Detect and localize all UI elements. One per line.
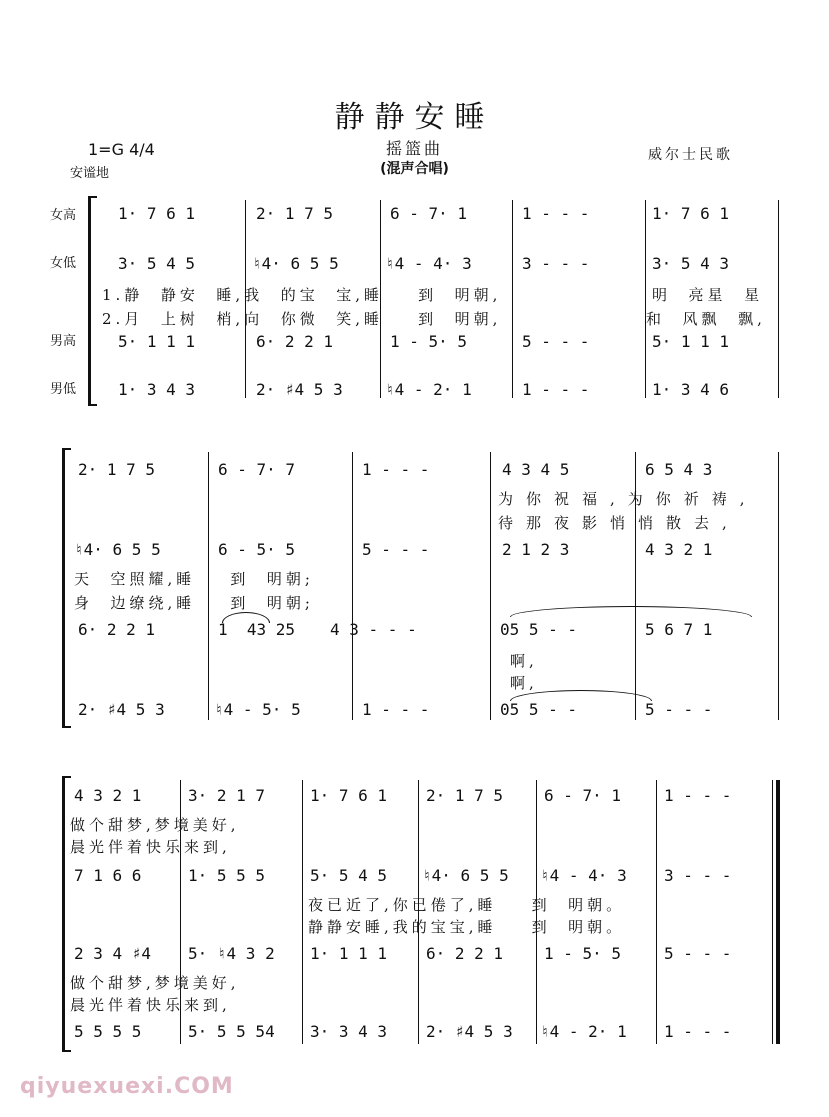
measure: 6 - 7· 1 [390, 204, 468, 223]
measure: 2· ♯4 5 3 [78, 700, 165, 719]
measure: 2 3 4 ♯4 [74, 944, 152, 963]
measure: 1· 3 4 3 [118, 380, 196, 399]
measure: 6· 2 2 1 [78, 620, 156, 639]
measure: 3· 5 4 5 [118, 254, 196, 273]
barline [302, 780, 303, 1044]
measure: 3· 5 4 3 [652, 254, 730, 273]
measure: ♮4· 6 5 5 [74, 540, 161, 559]
measure: 6· 2 2 1 [426, 944, 504, 963]
barline [352, 452, 353, 720]
voice-label-tenor: 男高 [50, 334, 77, 349]
watermark: qiyuexuexi.COM [20, 1074, 234, 1099]
measure: 1· 7 6 1 [652, 204, 730, 223]
measure: 3· 2 1 7 [188, 786, 266, 805]
barline [656, 780, 657, 1044]
measure: ♮4· 6 5 5 [422, 866, 509, 885]
measure: 1· 1 1 1 [310, 944, 388, 963]
measure: 5 5 5 5 [74, 1022, 142, 1041]
measure: 1 - - - [362, 700, 430, 719]
lyric-verse-1: 为你祝福,为你祈祷, [498, 490, 758, 508]
measure: 6 - 5· 5 [218, 540, 296, 559]
measure: 3· 3 4 3 [310, 1022, 388, 1041]
measure: 2· ♯4 5 3 [426, 1022, 513, 1041]
measure: 5· 1 1 1 [118, 332, 196, 351]
lyric-verse-1: 明 亮星 星 [652, 286, 764, 304]
measure: 2· 1 7 5 [256, 204, 334, 223]
measure: 5 6 7 1 [645, 620, 713, 639]
measure: 1· 5 5 5 [188, 866, 266, 885]
measure: 05 5 - - [500, 620, 578, 639]
measure: 1 - - - [664, 786, 732, 805]
measure: ♮4 - 2· 1 [540, 1022, 627, 1041]
measure: 7 1 6 6 [74, 866, 142, 885]
lyric-verse-2: 晨光伴着快乐来到, [70, 996, 231, 1014]
lyric-verse-2: 晨光伴着快乐来到, [70, 838, 231, 856]
lyric-verse-1: 1.静 静安 睡,我 的宝 宝,睡 到 明朝, [102, 286, 502, 304]
lyric-verse-2: 待那夜影悄悄散去, [498, 514, 740, 532]
song-title: 静静安睡 [334, 100, 495, 135]
barline [778, 452, 779, 720]
measure: ♮4 - 4· 3 [540, 866, 627, 885]
voice-label-alto: 女低 [50, 256, 77, 271]
slur [222, 612, 270, 623]
measure: 4 3 2 1 [74, 786, 142, 805]
lyric-verse-1: 做个甜梦,梦境美好, [70, 974, 240, 992]
barline [512, 200, 513, 398]
measure: 05 5 - - [500, 700, 578, 719]
final-barline-thin [772, 780, 773, 1044]
measure: 1· 7 6 1 [118, 204, 196, 223]
tempo-marking: 安谧地 [70, 166, 110, 181]
barline [645, 200, 646, 398]
measure: ♮4 - 2· 1 [385, 380, 472, 399]
system-brace [62, 448, 71, 728]
measure: ♮4 - 4· 3 [385, 254, 472, 273]
measure: 1 - - - [362, 460, 430, 479]
final-barline-thick [776, 780, 780, 1044]
measure: 1 - - - [522, 204, 590, 223]
lyric-verse-2: 静静安睡,我的宝宝,睡 到 明朝。 [308, 918, 626, 936]
slur [510, 606, 752, 617]
lyric-verse-1: 做个甜梦,梦境美好, [70, 816, 240, 834]
measure: 5 - - - [664, 944, 732, 963]
measure: 5· 5 4 5 [310, 866, 388, 885]
measure: 1 - 5· 5 [544, 944, 622, 963]
measure: 6 5 4 3 [645, 460, 713, 479]
song-subtitle: 摇篮曲 [385, 139, 443, 158]
measure: 2 1 2 3 [502, 540, 570, 559]
measure: ♮4· 6 5 5 [252, 254, 339, 273]
measure: 4 3 2 1 [645, 540, 713, 559]
measure: 1· 7 6 1 [310, 786, 388, 805]
measure: 4 3 4 5 [502, 460, 570, 479]
composer-credit: 威尔士民歌 [648, 147, 733, 163]
measure: 5· ♮4 3 2 [188, 944, 275, 963]
measure: 5· 5 5 54 [188, 1022, 275, 1041]
lyric-verse-2: 和 风飘 飘, [646, 310, 766, 328]
measure: 2· 1 7 5 [78, 460, 156, 479]
voice-label-soprano: 女高 [50, 208, 77, 223]
measure: 1 - - - [522, 380, 590, 399]
measure: 3 - - - [522, 254, 590, 273]
lyric-verse-1: 夜已近了,你已倦了,睡 到 明朝。 [308, 896, 626, 914]
measure: 5 - - - [645, 700, 713, 719]
measure: 2· 1 7 5 [426, 786, 504, 805]
measure: 5 - - - [362, 540, 430, 559]
barline [490, 452, 491, 720]
measure: 1 - - - [664, 1022, 732, 1041]
measure: 1 43 25 [218, 620, 296, 639]
measure: 4 3 - - - [330, 620, 417, 639]
measure: 6 - 7· 1 [544, 786, 622, 805]
voice-label-bass: 男低 [50, 382, 77, 397]
system-brace [88, 196, 97, 406]
song-arrangement: (混声合唱) [380, 161, 449, 177]
measure: 2· ♯4 5 3 [256, 380, 343, 399]
lyric-verse-2: 身 边缭绕,睡 到 明朝; [74, 594, 314, 612]
measure: ♮4 - 5· 5 [214, 700, 301, 719]
measure: 1· 3 4 6 [652, 380, 730, 399]
barline [778, 200, 779, 398]
lyric-verse-2: 2.月 上树 梢,向 你微 笑,睡 到 明朝, [102, 310, 502, 328]
measure: 3 - - - [664, 866, 732, 885]
measure: 6· 2 2 1 [256, 332, 334, 351]
measure: 1 - 5· 5 [390, 332, 468, 351]
measure: 6 - 7· 7 [218, 460, 296, 479]
lyric-verse-2: 啊, [510, 674, 538, 692]
measure: 5 - - - [522, 332, 590, 351]
key-signature: 1=G 4/4 [88, 140, 155, 159]
lyric-verse-1: 天 空照耀,睡 到 明朝; [74, 570, 314, 588]
measure: 5· 1 1 1 [652, 332, 730, 351]
lyric-verse-1: 啊, [510, 652, 538, 670]
